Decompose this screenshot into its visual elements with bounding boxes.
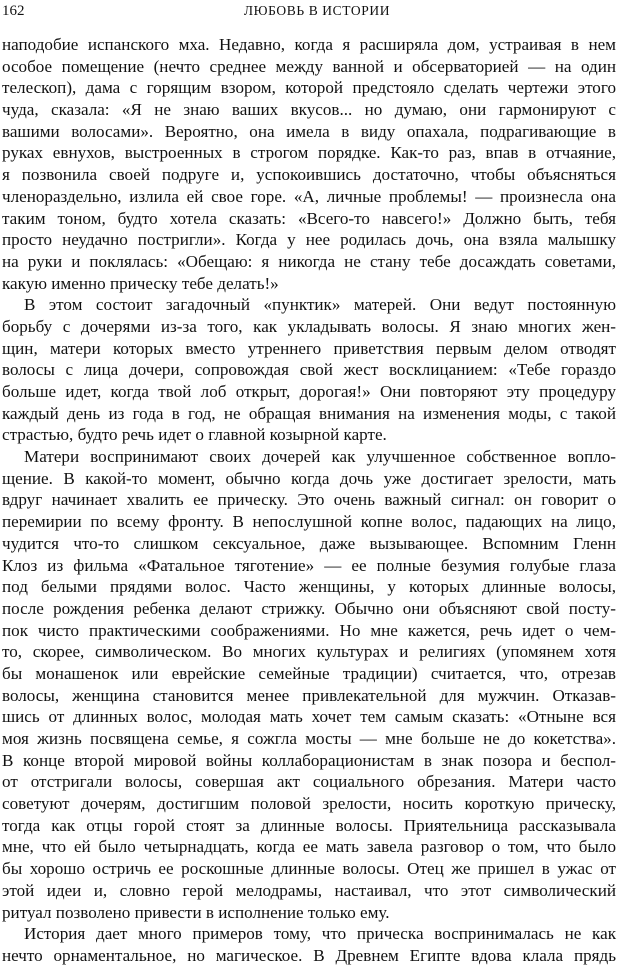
text-line: моя жизнь посвящена семье, я сожгла мосты — мне больше не до кокетства». [2, 729, 616, 748]
body-text [2, 34, 616, 967]
page-header [0, 0, 620, 28]
text-line: советуют дочерям, достигшим половой зрелости, носить короткую прическу, [2, 794, 616, 814]
text-line: В конце второй мировой войны коллаборационистам в знак позора и беспол- [2, 750, 616, 770]
text-line: шись от длинных волос, молодая мать хочет тем самым сказать: «Отныне вся [2, 707, 616, 727]
text-line: руках евнухов, выстроенных в строгом порядке. Как-то раз, впав в отчаяние, [2, 143, 616, 163]
text-line: телескоп), дама с горящим взором, которой предстояло сделать чертежи этого [2, 78, 616, 98]
text-line: каждый день из года в год, не обращая внимания на изменения моды, с такой [2, 403, 616, 423]
text-line: волосы с лица дочери, сопровождая свой жест восклицанием: «Тебе гораздо [2, 360, 616, 380]
text-line: то, скорее, символическом. Во многих культурах и религиях (упомянем хотя [2, 642, 616, 662]
text-line: волосы, женщина становится менее привлекательной для мужчин. Отказав- [2, 685, 616, 705]
text-line: Клоз из фильма «Фатальное тяготение» — ее полные безумия голубые глаза [2, 555, 616, 575]
text-line: борьбу с дочерями из-за того, как укладывать волосы. Я знаю многих жен- [2, 316, 616, 336]
text-line: мне, что ей было четырнадцать, когда ее мать завела разговор о том, что было [2, 837, 616, 857]
text-line: просто неудачно постригли». Когда у нее родилась дочь, она взяла малышку [2, 230, 616, 250]
text-line: История дает много примеров тому, что прическа воспринималась не как [24, 924, 616, 944]
text-line: чудится что-то слишком сексуальное, даже вызывающее. Вспомним Гленн [2, 533, 616, 553]
text-line: Матери воспринимают своих дочерей как улучшенное собственное вопло- [24, 447, 616, 467]
text-line: членораздельно, излила ей свое горе. «А, личные проблемы! — произнесла она [2, 186, 616, 206]
text-line: пок чисто практическими соображениями. Но мне кажется, речь идет о чем- [2, 620, 616, 640]
text-line: наподобие испанского мха. Недавно, когда я расширяла дом, устраивая в нем [2, 35, 616, 54]
text-line: В этом состоит загадочный «пунктик» матерей. Они ведут постоянную [24, 295, 616, 315]
text-line: больше идет, когда твой лоб открыт, дорогая!» Они повторяют эту процедуру [2, 382, 616, 401]
text-line: чуда, сказала: «Я не знаю ваших вкусов... но думаю, они гармонируют с [2, 100, 616, 120]
text-line: я позвонила своей подруге и, успокоившись достаточно, чтобы объясняться [2, 165, 616, 185]
text-line: под белыми прядями волос. Часто женщины, у которых длинные волосы, [2, 577, 616, 597]
text-line: вашими волосами». Вероятно, она имела в виду опахала, подрагивающие в [2, 121, 616, 141]
text-line: тогда как отцы горой стоят за длинные волосы. Приятельница рассказывала [2, 815, 616, 835]
text-line: таким тоном, будто хотела сказать: «Всего-то навсего!» Должно быть, тебя [2, 208, 616, 228]
text-line: после рождения ребенка делают стрижку. Обычно они объясняют свой посту- [2, 598, 616, 618]
text-line: на руки и поклялась: «Обещаю: я никогда не стану тебе досаждать советами, [2, 251, 616, 271]
text-line: какую именно прическу тебе делать!» [2, 273, 279, 293]
text-line: этой идеи и, словно герой мелодрамы, настаивал, что этот символический [2, 880, 616, 900]
text-line: от отстригали волосы, совершая акт социального обрезания. Матери часто [2, 772, 616, 792]
text-line: нечто орнаментальное, но магическое. В Древнем Египте вдова клала прядь [2, 945, 616, 965]
running-title: ЛЮБОВЬ В ИСТОРИИ [243, 3, 391, 18]
text-line: вдруг начинает хвалить ее прическу. Это очень важный сигнал: он говорит о [2, 490, 616, 510]
text-line: страстью, будто речь идет о главной козырной карте. [2, 425, 387, 445]
page-number: 162 [2, 3, 25, 19]
text-line: ритуал позволено привести в исполнение только ему. [2, 902, 390, 922]
text-line: особое помещение (нечто среднее между ванной и обсерваторией — на один [2, 56, 616, 76]
text-line: бы монашенок или еврейские семейные традиции) считается, что, отрезав [2, 663, 616, 683]
text-line: щение. В какой-то момент, обычно когда дочь уже достигает зрелости, мать [2, 468, 616, 488]
text-line: бы хорошо остричь ее роскошные длинные волосы. Отец же пришел в ужас от [2, 859, 616, 879]
text-line: щин, матери которых вместо утреннего приветствия первым делом отводят [2, 338, 616, 358]
text-line: перемирии по всему фронту. В непослушной копне волос, падающих на лицо, [2, 512, 616, 532]
